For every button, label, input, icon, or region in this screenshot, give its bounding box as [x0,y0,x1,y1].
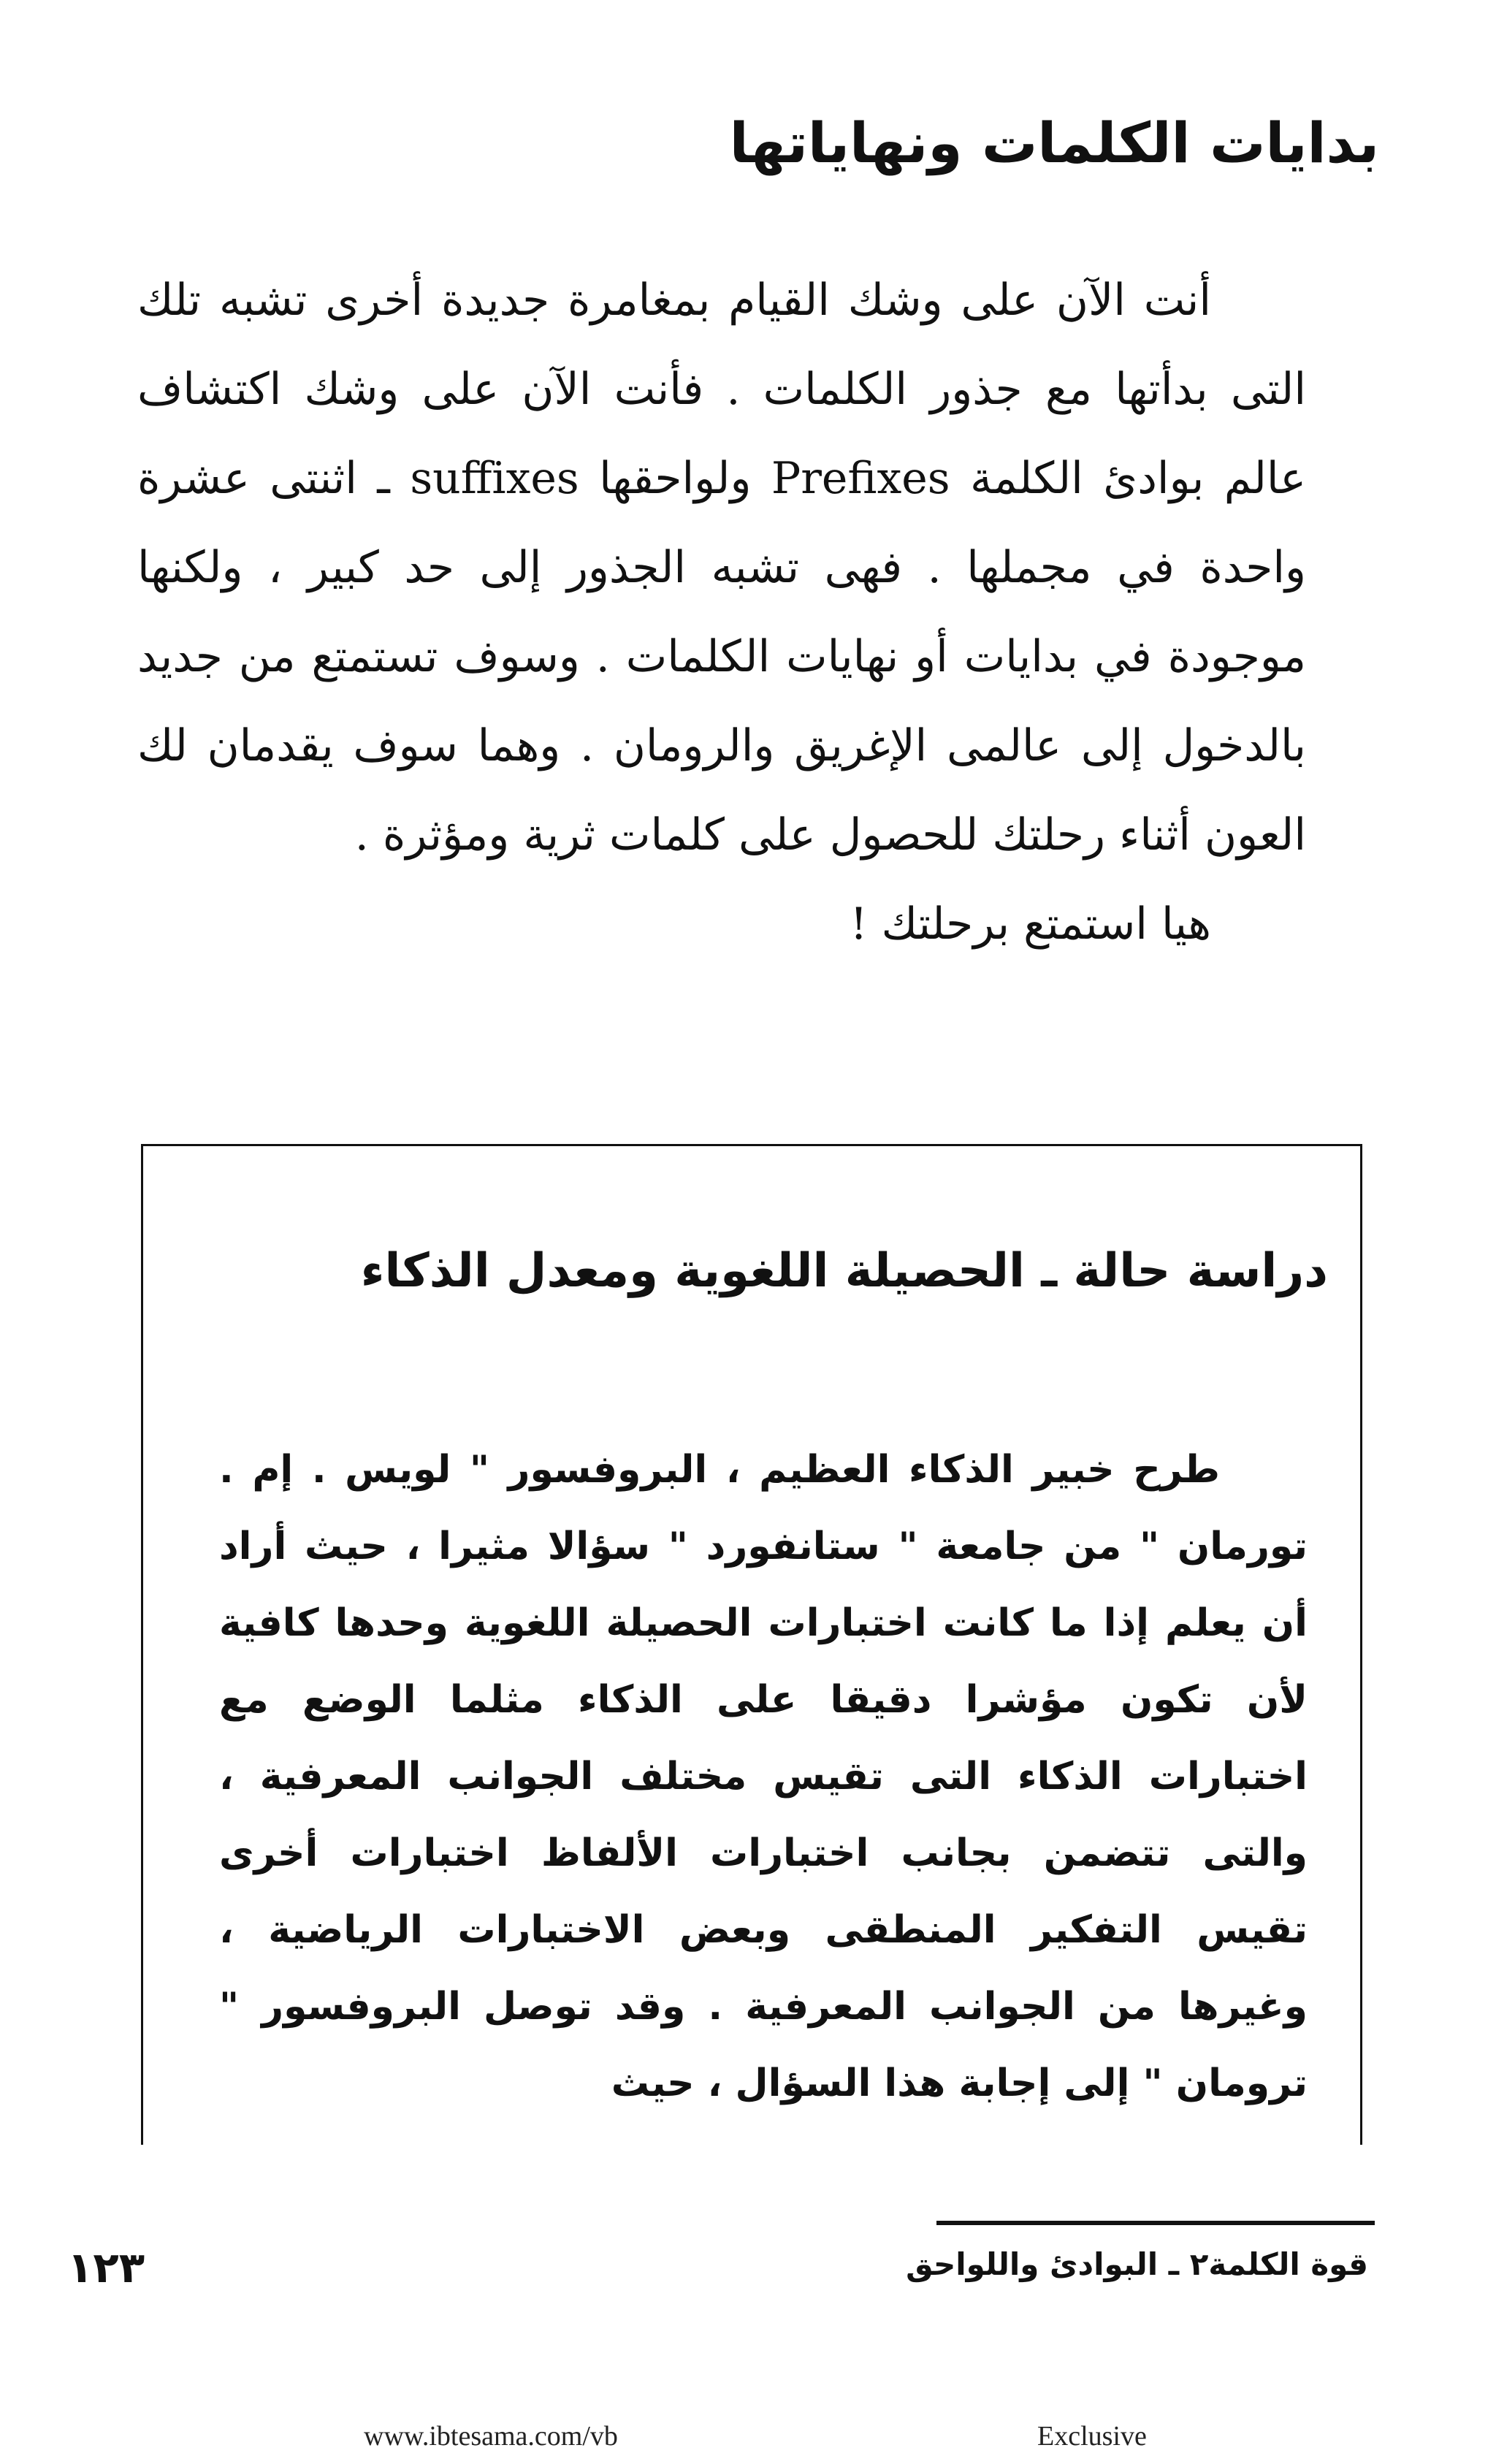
case-study-paragraph: طرح خبير الذكاء العظيم ، البروفسور " لويس . إم . تورمان " من جامعة " ستانفورد " سؤالا مثيرا ، حيث أراد أن يعلم إذا ما كانت اختبارات الحصيلة اللغوية وحدها كافية لأن تكون مؤشرا دقيقا على الذكاء مثلما الوضع مع اختبارات الذكاء التى تقيس مختلف الجوانب المعرفية ، والتى تتضمن بجانب اختبارات الألفاظ اختبارات أخرى تقيس التفكير المنطقى وبعض الاختبارات الرياضية ، وغيرها من الجوانب المعرفية . وقد توصل البروفسور " ترومان " إلى إجابة هذا السؤال ، حيث [219,1448,1308,2105]
chapter-title: بدايات الكلمات ونهاياتها [729,110,1379,175]
case-study-title: دراسة حالة ـ الحصيلة اللغوية ومعدل الذكاء [360,1244,1328,1298]
watermark-label: Exclusive [1037,2421,1147,2452]
case-study-text [219,1432,1308,2122]
watermark-url: www.ibtesama.com/vb [364,2421,618,2452]
closing-line: هيا استمتع برحلتك ! [850,899,1211,950]
intro-paragraph: أنت الآن على وشك القيام بمغامرة جديدة أخرى تشبه تلك التى بدأتها مع جذور الكلمات . فأنت الآن على وشك اكتشاف عالم بوادئ الكلمة Prefixes ولواحقها suffixes ـ اثنتى عشرة واحدة في مجملها . فهى تشبه الجذور إلى حد كبير ، ولكنها موجودة في بدايات أو نهايات الكلمات . وسوف تستمتع من جديد بالدخول إلى عالمى الإغريق والرومان . وهما سوف يقدمان لك العون أثناء رحلتك للحصول على كلمات ثرية ومؤثرة . [137,275,1306,861]
running-footer: قوة الكلمة٢ ـ البوادئ واللواحق [906,2246,1368,2282]
page-number: ١٢٣ [67,2243,145,2292]
footer-rule [936,2221,1375,2225]
intro-text [137,256,1306,969]
